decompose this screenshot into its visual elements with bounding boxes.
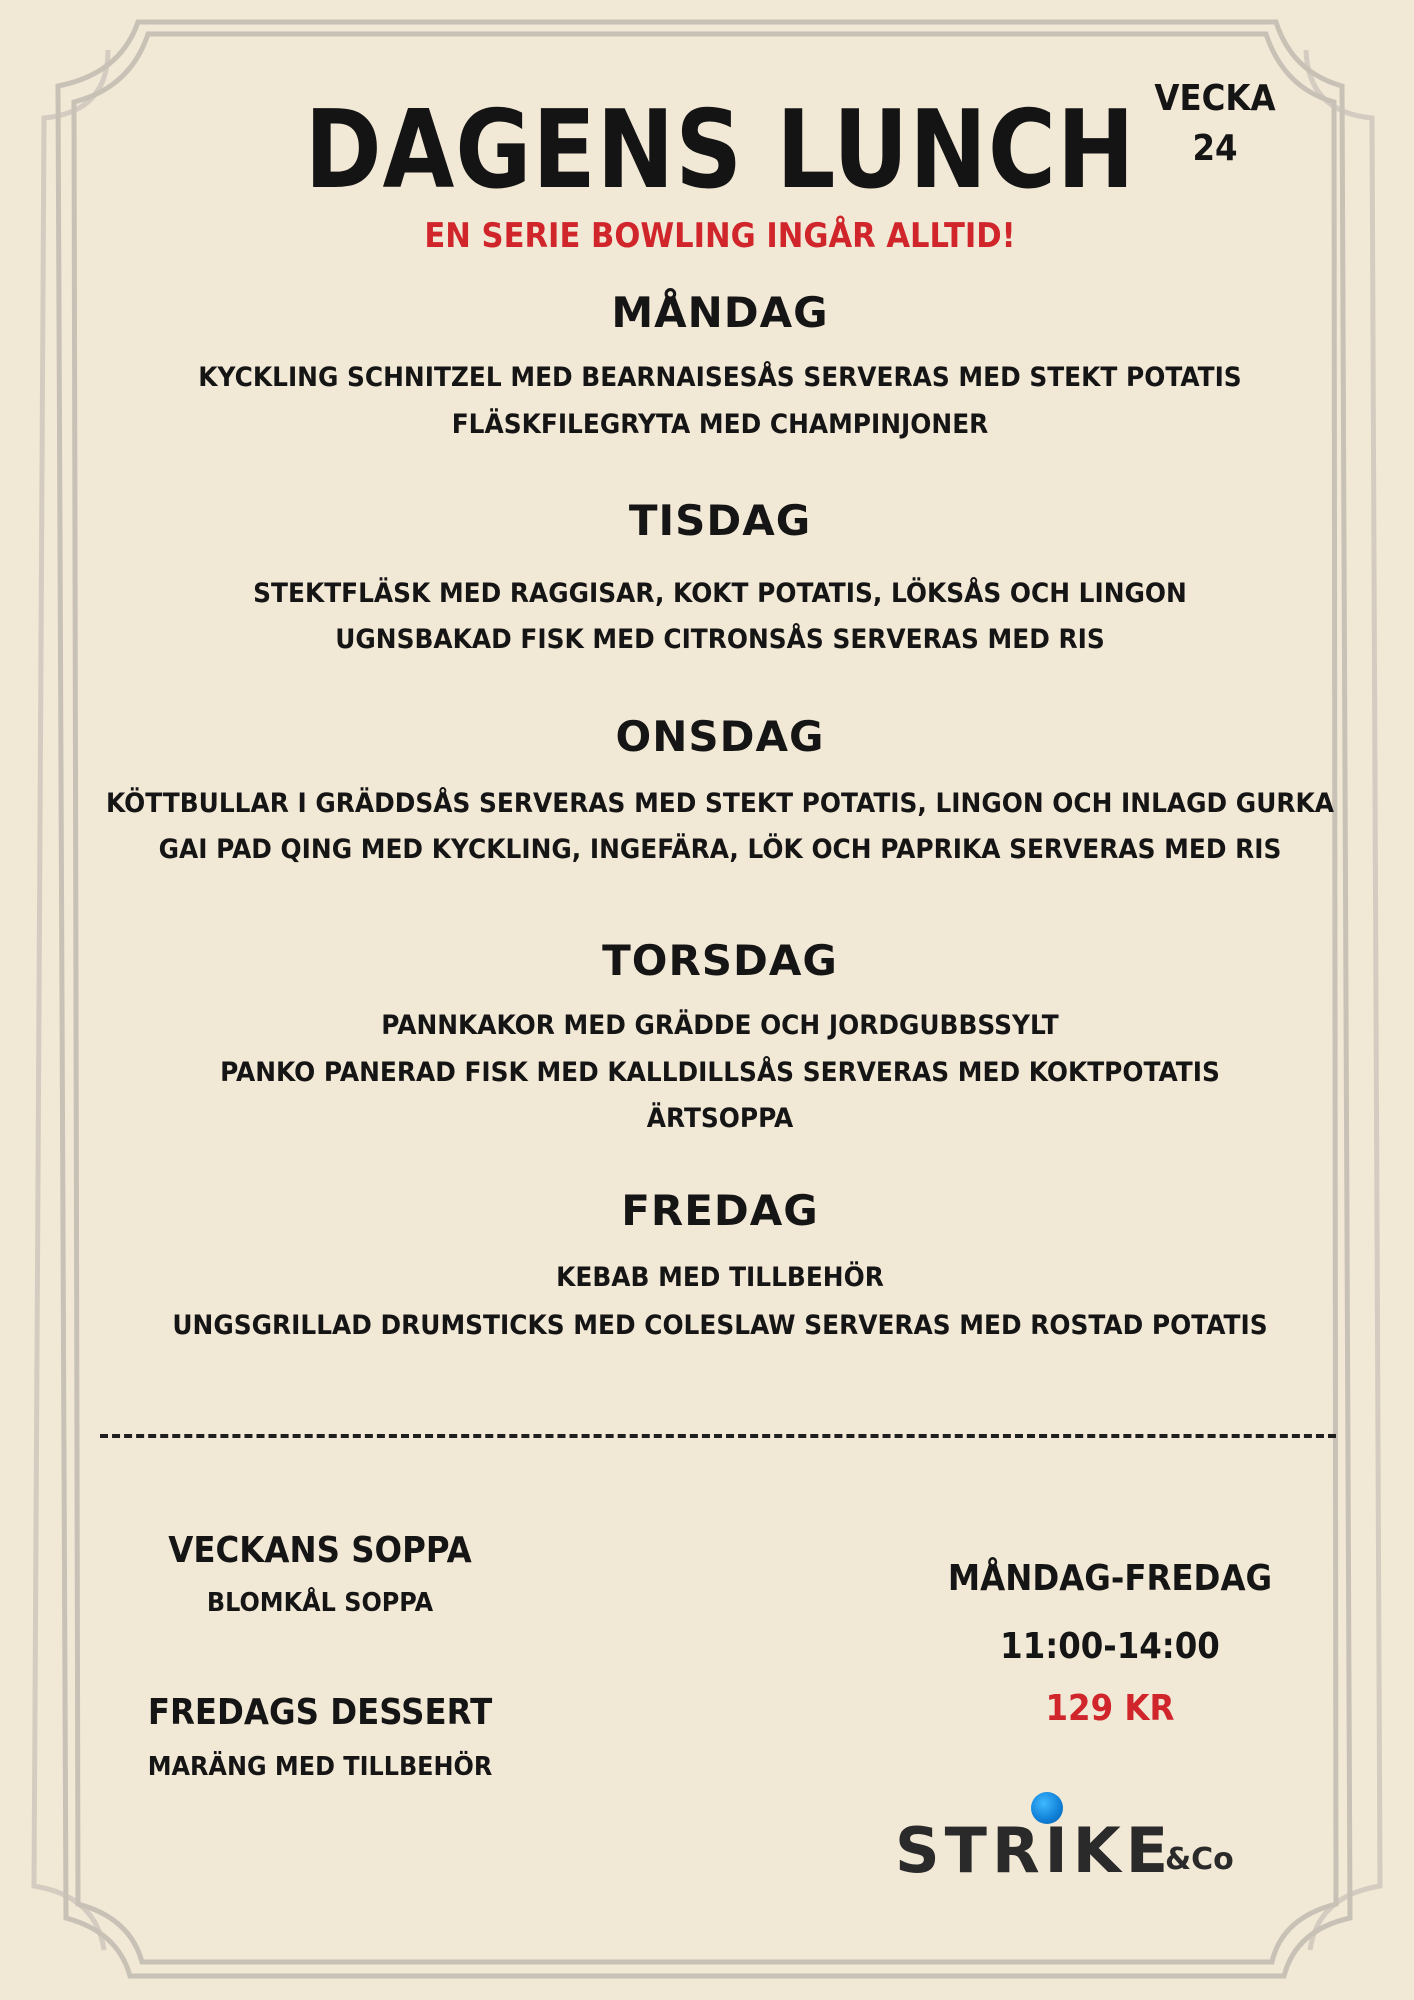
serving-hours: 11:00-14:00 — [1000, 1626, 1220, 1667]
day-heading-tuesday: TISDAG — [628, 496, 812, 545]
dish-thursday-2: PANKO PANERAD FISK MED KALLDILLSÅS SERVERAS MED KOKTPOTATIS — [220, 1057, 1220, 1088]
soup-of-week: BLOMKÅL SOPPA — [206, 1588, 434, 1618]
dish-tuesday-2: UGNSBAKAD FISK MED CITRONSÅS SERVERAS MED RIS — [335, 624, 1105, 655]
serving-days: MÅNDAG-FREDAG — [947, 1558, 1273, 1599]
dish-thursday-3: ÄRTSOPPA — [646, 1103, 794, 1134]
dish-monday-2: FLÄSKFILEGRYTA MED CHAMPINJONER — [451, 409, 989, 440]
logo-wordmark: STRIKE — [895, 1814, 1174, 1887]
logo-suffix: &Co — [1165, 1842, 1234, 1877]
week-indicator — [1110, 74, 1320, 174]
dessert-heading: FREDAGS DESSERT — [147, 1692, 493, 1733]
bowling-notice: EN SERIE BOWLING INGÅR ALLTID! — [424, 216, 1016, 256]
week-label: VECKA — [1154, 78, 1276, 119]
strike-co-logo — [895, 1790, 1255, 1890]
dish-wednesday-2: GAI PAD QING MED KYCKLING, INGEFÄRA, LÖK OCH PAPRIKA SERVERAS MED RIS — [158, 834, 1282, 865]
day-heading-monday: MÅNDAG — [611, 288, 829, 337]
dish-tuesday-1: STEKTFLÄSK MED RAGGISAR, KOKT POTATIS, LÖKSÅS OCH LINGON — [253, 578, 1187, 609]
dish-wednesday-1: KÖTTBULLAR I GRÄDDSÅS SERVERAS MED STEKT POTATIS, LINGON OCH INLAGD GURKA — [106, 788, 1334, 819]
day-heading-thursday: TORSDAG — [602, 936, 838, 985]
dish-friday-1: KEBAB MED TILLBEHÖR — [556, 1262, 884, 1293]
friday-dessert: MARÄNG MED TILLBEHÖR — [147, 1752, 493, 1782]
week-number: 24 — [1192, 128, 1238, 169]
dish-monday-1: KYCKLING SCHNITZEL MED BEARNAISESÅS SERVERAS MED STEKT POTATIS — [198, 362, 1242, 393]
day-heading-wednesday: ONSDAG — [615, 712, 825, 761]
dish-thursday-1: PANNKAKOR MED GRÄDDE OCH JORDGUBBSSYLT — [381, 1010, 1059, 1041]
dish-friday-2: UNGSGRILLAD DRUMSTICKS MED COLESLAW SERVERAS MED ROSTAD POTATIS — [172, 1310, 1268, 1341]
soup-heading: VECKANS SOPPA — [168, 1530, 472, 1571]
dashed-divider — [100, 1434, 1336, 1438]
day-heading-friday: FREDAG — [621, 1186, 819, 1235]
lunch-price: 129 KR — [1045, 1688, 1175, 1729]
page-title: DAGENS LUNCH — [304, 88, 1136, 213]
